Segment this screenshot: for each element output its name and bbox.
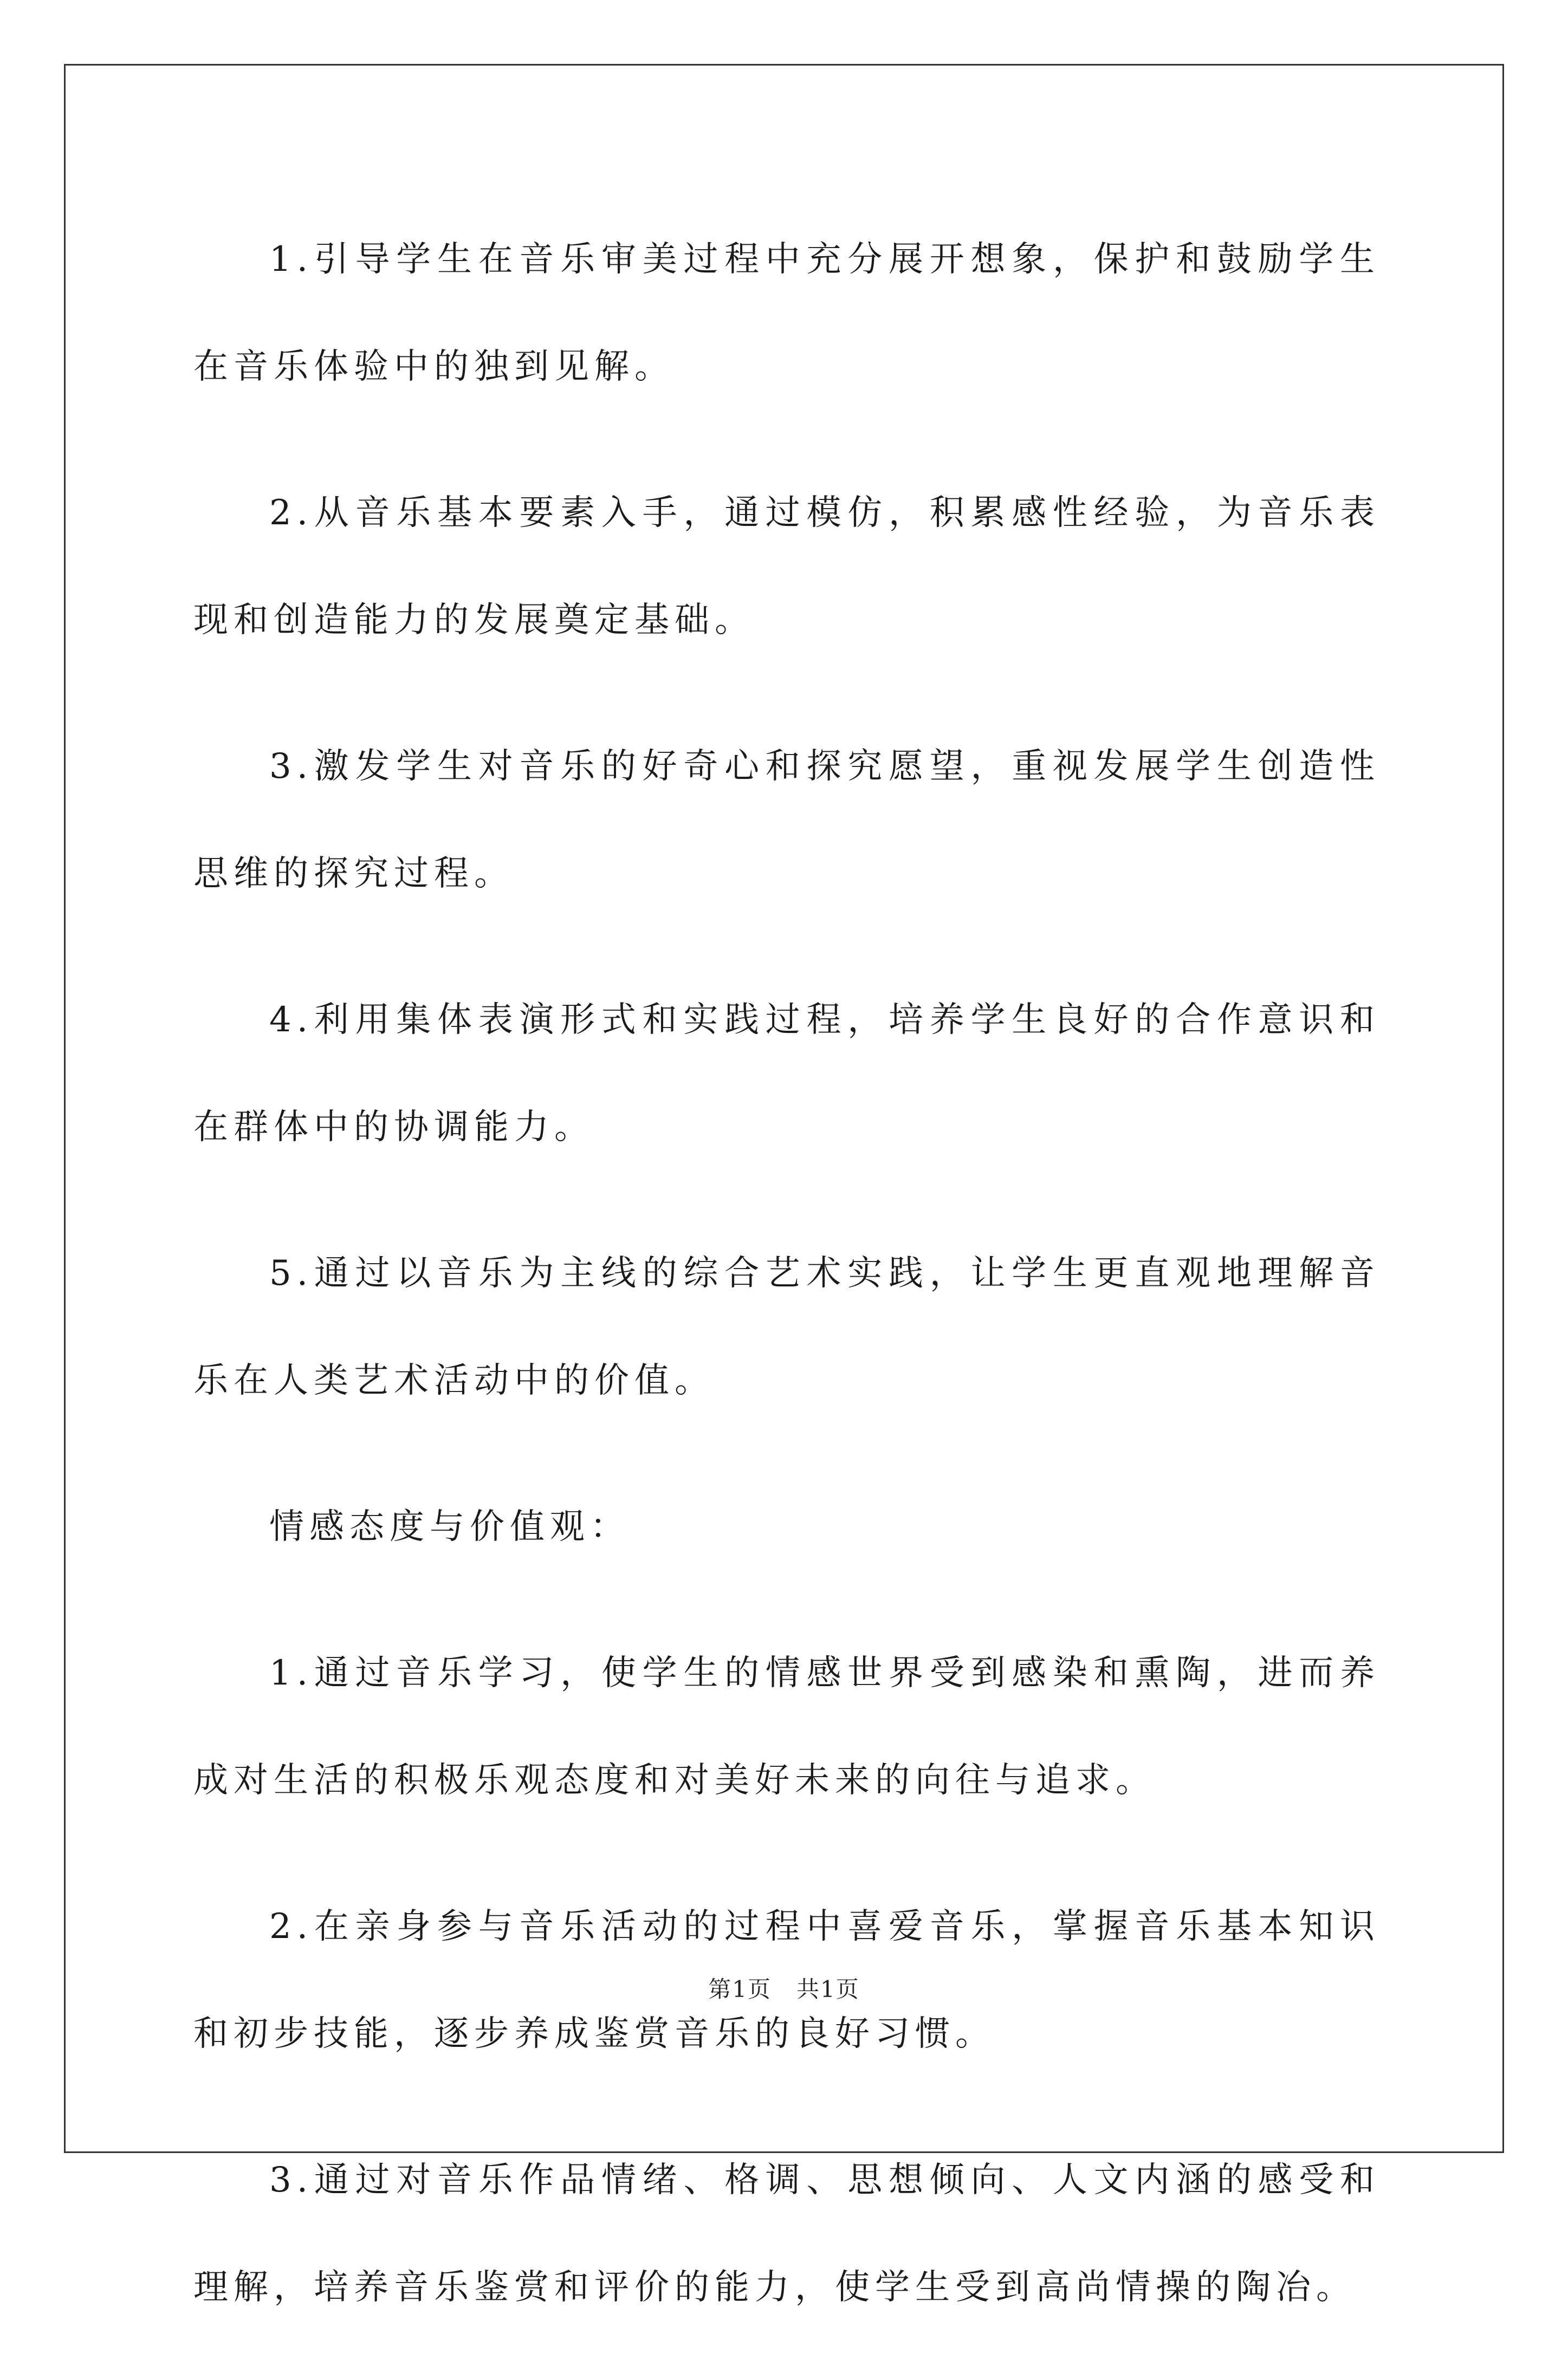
paragraph-5: 5.通过以音乐为主线的综合艺术实践，让学生更直观地理解音乐在人类艺术活动中的价值。 (193, 1253, 1380, 1401)
paragraph-7: 2.在亲身参与音乐活动的过程中喜爱音乐，掌握音乐基本知识和初步技能，逐步养成鉴赏音乐的良好习惯。 (193, 1907, 1380, 2054)
paragraph-6: 1.通过音乐学习，使学生的情感世界受到感染和熏陶，进而养成对生活的积极乐观态度和对美好未来的向往与追求。 (193, 1653, 1380, 1800)
paragraph-8: 3.通过对音乐作品情绪、格调、思想倾向、人文内涵的感受和理解，培养音乐鉴赏和评价的能力，使学生受到高尚情操的陶冶。 (193, 2160, 1380, 2307)
section-heading: 情感态度与价值观： (269, 1507, 630, 1547)
page-number-current: 第1页 (708, 1976, 772, 2002)
document-body (193, 206, 1380, 2380)
paragraph-3: 3.激发学生对音乐的好奇心和探究愿望，重视发展学生创造性思维的探究过程。 (193, 746, 1380, 894)
paragraph-4: 4.利用集体表演形式和实践过程，培养学生良好的合作意识和在群体中的协调能力。 (193, 1000, 1380, 1147)
paragraph-1: 1.引导学生在音乐审美过程中充分展开想象，保护和鼓励学生在音乐体验中的独到见解。 (193, 239, 1380, 387)
paragraph-2: 2.从音乐基本要素入手，通过模仿，积累感性经验，为音乐表现和创造能力的发展奠定基础。 (193, 493, 1380, 640)
page-number-total: 共1页 (796, 1976, 860, 2002)
page-footer (0, 1972, 1568, 2004)
